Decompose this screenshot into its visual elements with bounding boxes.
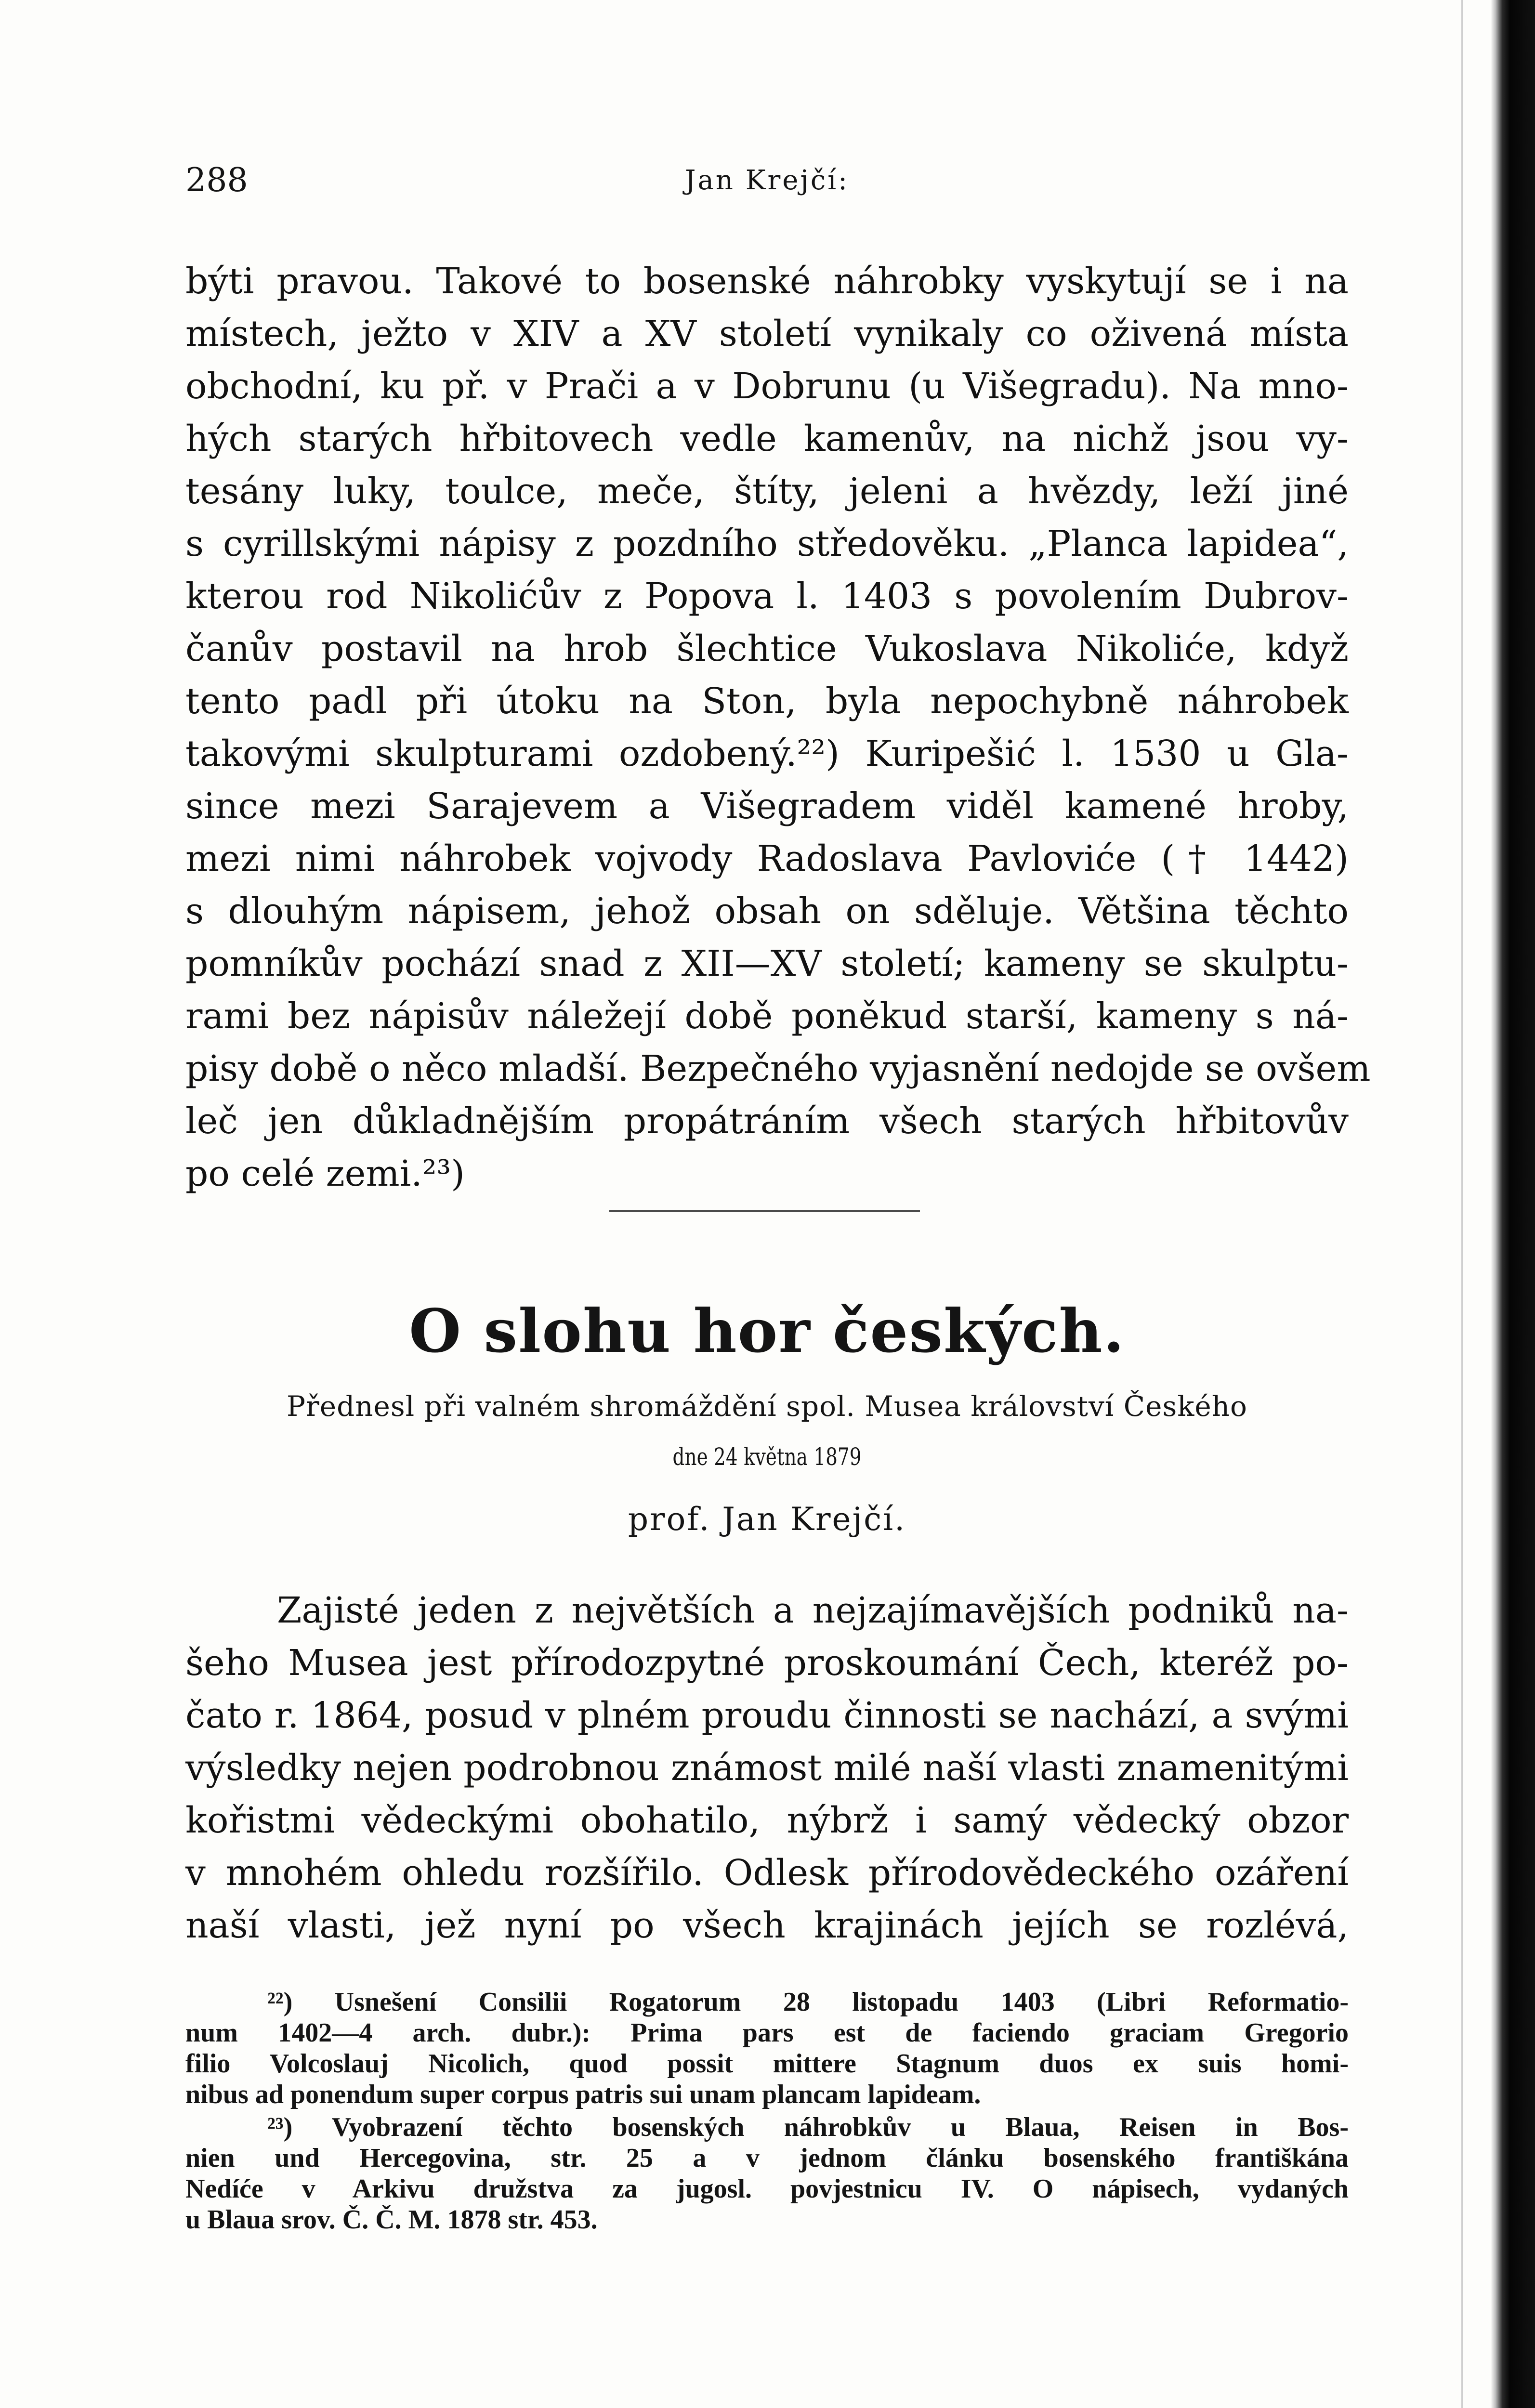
text-line: takovými skulpturami ozdobený.²²) Kuripešić l. 1530 u Gla-	[185, 733, 1349, 774]
text-line: hých starých hřbitovech vedle kamenův, na nichž jsou vy-	[185, 418, 1349, 459]
text-line: čato r. 1864, posud v plném proudu činnosti se nachází, a svými	[185, 1695, 1349, 1736]
text-line: mezi nimi náhrobek vojvody Radoslava Pavloviće († 1442)	[185, 838, 1349, 879]
text-line: tesány luky, toulce, meče, štíty, jeleni a hvězdy, leží jiné	[185, 471, 1349, 512]
text-line: pisy době o něco mladší. Bezpečného vyjasnění nedojde se ovšem	[185, 1048, 1371, 1089]
text-line: pomníkův pochází snad z XII—XV století; kameny se skulptu-	[185, 943, 1349, 984]
footnote-22	[185, 1987, 1349, 2110]
text-line: místech, ježto v XIV a XV století vynikaly co oživená místa	[185, 313, 1349, 354]
footnote-line: ²²) Usnešení Consilii Rogatorum 28 listopadu 1403 (Libri Reformatio-	[267, 1987, 1349, 2017]
footnote-line: nien und Hercegovina, str. 25 a v jednom článku bosenského františkána	[185, 2143, 1349, 2173]
scan-edge-shadow	[1491, 0, 1535, 2408]
text-line: leč jen důkladnějším propátráním všech starých hřbitovův	[185, 1100, 1349, 1142]
text-line: s dlouhým nápisem, jehož obsah on sděluje. Většina těchto	[185, 890, 1349, 932]
text-line: čanův postavil na hrob šlechtice Vukoslava Nikoliće, když	[185, 628, 1349, 669]
text-line: tento padl při útoku na Ston, byla nepochybně náhrobek	[185, 681, 1349, 722]
page-header	[185, 159, 1349, 202]
footnote-line: filio Volcoslauj Nicolich, quod possit mittere Stagnum duos ex suis homi-	[185, 2049, 1349, 2079]
section-title: O slohu hor českých.	[409, 1296, 1125, 1366]
paragraph-2	[185, 1584, 1349, 1952]
section-author: prof. Jan Krejčí.	[628, 1501, 906, 1538]
text-line: výsledky nejen podrobnou známost milé naší vlasti znamenitými	[185, 1747, 1349, 1789]
footnote-line: ²³) Vyobrazení těchto bosenských náhrobkův u Blaua, Reisen in Bos-	[267, 2112, 1349, 2142]
text-line: obchodní, ku př. v Prači a v Dobrunu (u Višegradu). Na mno-	[185, 366, 1349, 407]
section-subtitle: Přednesl při valném shromáždění spol. Musea království Českého	[287, 1390, 1247, 1423]
section-divider	[609, 1210, 920, 1212]
paragraph-1	[185, 255, 1371, 1200]
page-number: 288	[185, 161, 248, 199]
text-line: since mezi Sarajevem a Višegradem viděl kamené hroby,	[185, 785, 1349, 827]
footnote-23	[185, 2112, 1349, 2235]
text-line: šeho Musea jest přírodozpytné proskoumání Čech, kteréž po-	[185, 1642, 1349, 1684]
text-line: býti pravou. Takové to bosenské náhrobky vyskytují se i na	[185, 261, 1349, 302]
text-line: kořistmi vědeckými obohatilo, nýbrž i samý vědecký obzor	[185, 1800, 1349, 1841]
text-line: s cyrillskými nápisy z pozdního středověku. „Planca lapidea“,	[185, 523, 1349, 564]
footnote-line: nibus ad ponendum super corpus patris sui unam plancam lapideam.	[185, 2080, 981, 2109]
text-line: Zajisté jeden z největších a nejzajímavějších podniků na-	[277, 1590, 1349, 1631]
footnote-line: Nedíće v Arkivu družstva za jugosl. povjestnicu IV. O nápisech, vydaných	[185, 2174, 1349, 2204]
scan-edge-line	[1461, 0, 1463, 2408]
section-date: dne 24 května 1879	[672, 1443, 862, 1471]
text-line: naší vlasti, jež nyní po všech krajinách jejích se rozlévá,	[185, 1905, 1349, 1946]
text-line: po celé zemi.²³)	[185, 1153, 465, 1194]
running-head: Jan Krejčí:	[685, 165, 849, 196]
text-line: v mnohém ohledu rozšířilo. Odlesk přírodovědeckého ozáření	[185, 1852, 1349, 1894]
footnote-line: num 1402—4 arch. dubr.): Prima pars est de faciendo graciam Gregorio	[185, 2018, 1349, 2048]
text-line: rami bez nápisův náležejí době poněkud starší, kameny s ná-	[185, 995, 1349, 1037]
text-line: kterou rod Nikolićův z Popova l. 1403 s povolením Dubrov-	[185, 576, 1349, 617]
footnote-line: u Blaua srov. Č. Č. M. 1878 str. 453.	[185, 2205, 598, 2235]
